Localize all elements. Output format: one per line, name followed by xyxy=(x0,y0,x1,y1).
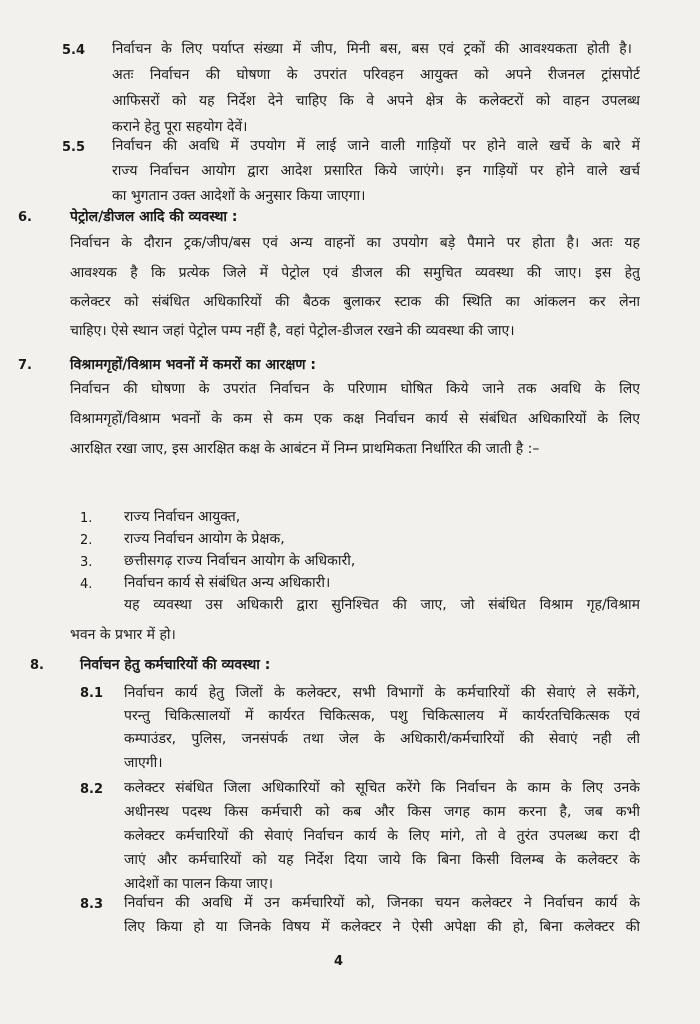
clause-5-5-line-3: का भुगतान उक्त आदेशों के अनुसार किया जाएगा। xyxy=(112,188,366,204)
section-6-line-4: चाहिए। ऐसे स्थान जहां पेट्रोल पम्प नहीं है, वहां पेट्रोल-डीजल रखने की व्यवस्था की जाए। xyxy=(70,323,515,339)
clause-5-4-line-2: अतः निर्वाचन की घोषणा के उपरांत परिवहन आयुक्त को अपने रीजनल ट्रांसपोर्ट xyxy=(112,67,640,83)
clause-8-1-line-4: जाएगी। xyxy=(124,755,163,771)
clause-8-2-number: 8.2 xyxy=(80,782,104,797)
clause-8-2-line-3: कलेक्टर कर्मचारियों की सेवाएं निर्वाचन कार्य के लिए मांगे, तो वे तुरंत उपलब्ध करा दी xyxy=(124,828,640,844)
clause-5-4-line-1: निर्वाचन के लिए पर्याप्त संख्या में जीप, मिनी बस, बस एवं ट्रकों की आवश्यकता होती है। xyxy=(112,41,632,57)
section-6-number: 6. xyxy=(18,210,32,225)
section-6-line-2: आवश्यक है कि प्रत्येक जिले में पेट्रोल एवं डीजल की समुचित व्यवस्था की जाए। इस हेतु xyxy=(70,265,640,281)
priority-item-text: छत्तीसगढ़ राज्य निर्वाचन आयोग के अधिकारी, xyxy=(124,553,356,569)
priority-item-text: राज्य निर्वाचन आयुक्त, xyxy=(124,509,241,525)
section-7-line-2: विश्रामगृहों/विश्राम भवनों के कम से कम एक कक्ष निर्वाचन कार्य से संबंधित अधिकारियों के लिए xyxy=(70,411,640,427)
clause-5-4-line-3: आफिसरों को यह निर्देश देने चाहिए कि वे अपने क्षेत्र के कलेक्टरों को वाहन उपलब्ध xyxy=(112,93,640,109)
section-7-line-3: आरक्षित रखा जाए, इस आरक्षित कक्ष के आबंटन में निम्न प्राथमिकता निर्धारित की जाती है :– xyxy=(70,441,540,457)
section-6-line-1: निर्वाचन के दौरान ट्रक/जीप/बस एवं अन्य वाहनों का उपयोग बड़े पैमाने पर होता है। अतः यह xyxy=(70,235,640,251)
clause-8-2-line-5: आदेशों का पालन किया जाए। xyxy=(124,876,274,892)
section-7-heading: विश्रामगृहों/विश्राम भवनों में कमरों का आरक्षण : xyxy=(70,357,316,373)
clause-8-2-line-2: अधीनस्थ पदस्थ किस कर्मचारी को कब और किस जगह काम करना है, जब कभी xyxy=(124,804,640,820)
priority-item-text: निर्वाचन कार्य से संबंधित अन्य अधिकारी। xyxy=(124,575,331,591)
clause-5-5-line-2: राज्य निर्वाचन आयोग द्वारा आदेश प्रसारित किये जाएंगे। इन गाड़ियों पर होने वाले खर्च xyxy=(112,163,640,179)
priority-item-number: 2. xyxy=(80,533,93,548)
section-6-heading: पेट्रोल/डीजल आदि की व्यवस्था : xyxy=(70,209,238,225)
priority-item-number: 3. xyxy=(80,555,93,570)
clause-8-2-line-4: जाएं और कर्मचारियों को यह निर्देश दिया जाये कि बिना किसी विलम्ब के कलेक्टर के xyxy=(124,852,640,868)
section-8-number: 8. xyxy=(30,658,44,673)
clause-8-1-line-3: कम्पाउंडर, पुलिस, जनसंपर्क तथा जेल के अधिकारी/कर्मचारियों की सेवाएं नही ली xyxy=(124,731,640,747)
priority-item-number: 1. xyxy=(80,511,93,526)
priority-item-text: राज्य निर्वाचन आयोग के प्रेक्षक, xyxy=(124,531,285,547)
page-number: 4 xyxy=(334,954,344,969)
section-7-line-1: निर्वाचन की घोषणा के उपरांत निर्वाचन के परिणाम घोषित किये जाने तक अवधि के लिए xyxy=(70,381,640,397)
clause-8-2-line-1: कलेक्टर संबंधित जिला अधिकारियों को सूचित करेंगे कि निर्वाचन के काम के लिए उनके xyxy=(124,780,640,796)
clause-5-4-number: 5.4 xyxy=(62,43,86,58)
clause-5-5-line-1: निर्वाचन की अवधि में उपयोग में लाई जाने वाली गाड़ियों पर होने वाले खर्चे के बारे में xyxy=(112,138,640,154)
clause-5-4-line-4: कराने हेतु पूरा सहयोग देवें। xyxy=(112,119,248,135)
section-6-line-3: कलेक्टर को संबंधित अधिकारियों की बैठक बुलाकर स्टाक की स्थिति का आंकलन कर लेना xyxy=(70,294,640,310)
clause-8-1-line-2: परन्तु चिकित्सालयों में कार्यरत चिकित्सक, पशु चिकित्सालय में कार्यरतचिकित्सक एवं xyxy=(124,708,640,724)
clause-8-1-line-1: निर्वाचन कार्य हेतु जिलों के कलेक्टर, सभी विभागों के कर्मचारियों की सेवाएं ले सकेंगे, xyxy=(124,685,640,701)
section-8-heading: निर्वाचन हेतु कर्मचारियों की व्यवस्था : xyxy=(80,657,271,673)
clause-8-3-line-2: लिए किया हो या जिनके विषय में कलेक्टर ने ऐसी अपेक्षा की हो, बिना कलेक्टर की xyxy=(124,919,640,935)
section-7-note-line-1: यह व्यवस्था उस अधिकारी द्वारा सुनिश्चित की जाए, जो संबंधित विश्राम गृह/विश्राम xyxy=(124,597,640,613)
clause-8-3-line-1: निर्वाचन की अवधि में उन कर्मचारियों को, जिनका चयन कलेक्टर ने निर्वाचन कार्य के xyxy=(124,895,640,911)
clause-5-5-number: 5.5 xyxy=(62,140,86,155)
clause-8-1-number: 8.1 xyxy=(80,686,104,701)
priority-item-number: 4. xyxy=(80,577,93,592)
clause-8-3-number: 8.3 xyxy=(80,897,104,912)
section-7-note-line-2: भवन के प्रभार में हो। xyxy=(70,627,176,643)
section-7-number: 7. xyxy=(18,358,32,373)
